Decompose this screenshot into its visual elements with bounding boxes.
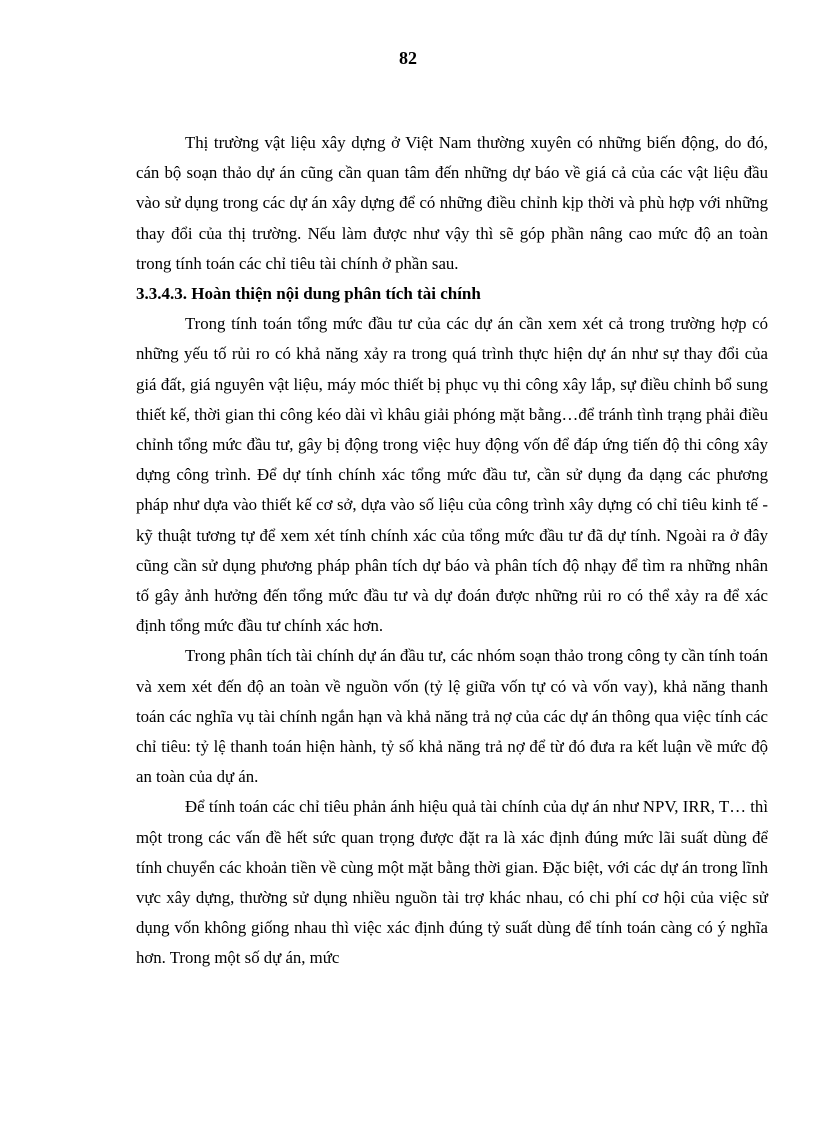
body-text <box>136 128 768 974</box>
section-heading: 3.3.4.3. Hoàn thiện nội dung phân tích tài chính <box>136 284 481 304</box>
paragraph-1: Thị trường vật liệu xây dựng ở Việt Nam thường xuyên có những biến động, do đó, cán bộ soạn thảo dự án cũng cần quan tâm đến những dự báo về giá cả của các vật liệu đầu vào sử dụng trong các dự án xây dựng để có những điều chỉnh kịp thời và phù hợp với những thay đổi của thị trường. Nếu làm được như vậy thì sẽ góp phần nâng cao mức độ an toàn trong tính toán các chỉ tiêu tài chính ở phần sau. <box>136 133 768 273</box>
paragraph-4: Để tính toán các chỉ tiêu phản ánh hiệu quả tài chính của dự án như NPV, IRR, T… thì một trong các vấn đề hết sức quan trọng được đặt ra là xác định đúng mức lãi suất dùng để tính chuyển các khoản tiền về cùng một mặt bằng thời gian. Đặc biệt, với các dự án trong lĩnh vực xây dựng, thường sử dụng nhiều nguồn tài trợ khác nhau, có chi phí cơ hội của việc sử dụng vốn không giống nhau thì việc xác định đúng tỷ suất dùng để tính toán càng có ý nghĩa hơn. Trong một số dự án, mức <box>136 797 768 968</box>
paragraph-2: Trong tính toán tổng mức đầu tư của các dự án cần xem xét cả trong trường hợp có những yếu tố rủi ro có khả năng xảy ra trong quá trình thực hiện dự án như sự thay đổi của giá đất, giá nguyên vật liệu, máy móc thiết bị phục vụ thi công xây lắp, sự điều chỉnh bổ sung thiết kế, thời gian thi công kéo dài vì khâu giải phóng mặt bằng…để tránh tình trạng phải điều chỉnh tổng mức đầu tư, gây bị động trong việc huy động vốn để đáp ứng tiến độ thi công xây dựng công trình. Để dự tính chính xác tổng mức đầu tư, cần sử dụng đa dạng các phương pháp như dựa vào thiết kế cơ sở, dựa vào số liệu của công trình xây dựng có chỉ tiêu kinh tế - kỹ thuật tương tự để xem xét tính chính xác của tổng mức đầu tư đã dự tính. Ngoài ra ở đây cũng cần sử dụng phương pháp phân tích dự báo và phân tích độ nhạy để tìm ra những nhân tố gây ảnh hưởng đến tổng mức đầu tư và dự đoán được những rủi ro có thể xảy ra để xác định tổng mức đầu tư chính xác hơn. <box>136 314 768 636</box>
paragraph-3: Trong phân tích tài chính dự án đầu tư, các nhóm soạn thảo trong công ty cần tính toán và xem xét đến độ an toàn về nguồn vốn (tỷ lệ giữa vốn tự có và vốn vay), khả năng thanh toán các nghĩa vụ tài chính ngắn hạn và khả năng trả nợ của các dự án thông qua việc tính các chỉ tiêu: tỷ lệ thanh toán hiện hành, tỷ số khả năng trả nợ để từ đó đưa ra kết luận về mức độ an toàn của dự án. <box>136 646 768 787</box>
page-number: 82 <box>399 48 417 68</box>
